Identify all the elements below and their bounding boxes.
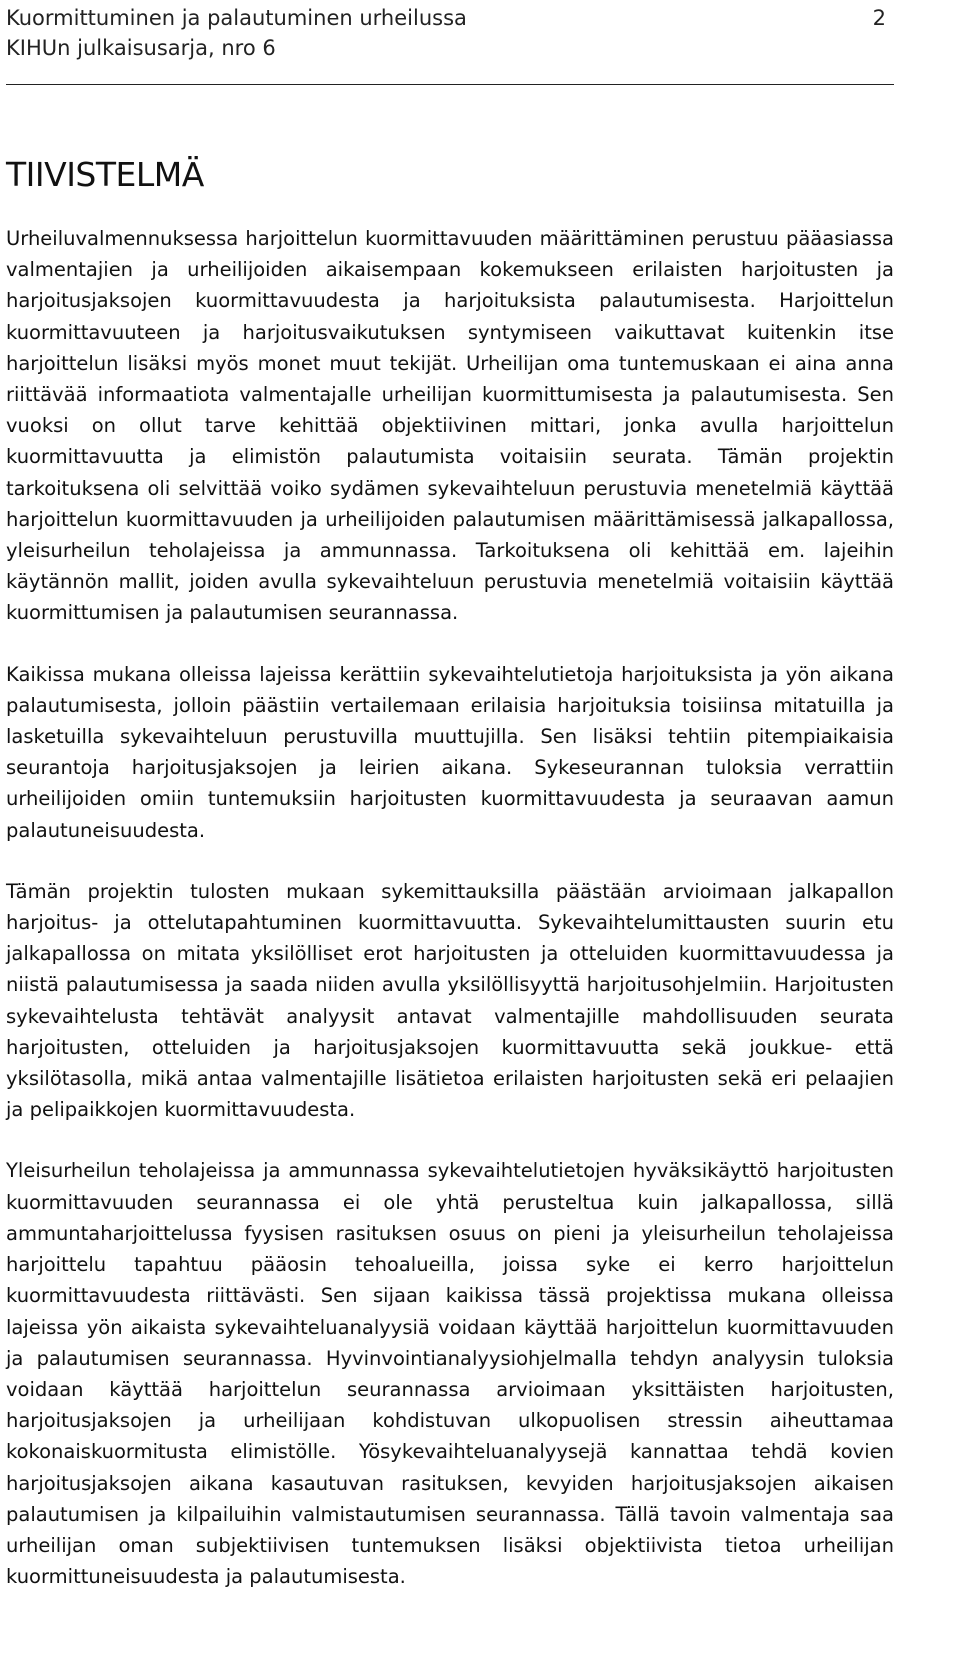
- paragraph-3: Tämän projektin tulosten mukaan sykemittauksilla päästään arvioimaan jalkapallon harjoitus- ja ottelutapahtuminen kuormittavuutta. Sykevaihtelumittausten suurin etu jalkapallossa on mitata yksilölliset erot harjoitusten ja otteluiden kuormittavuudessa ja niistä palautumisessa ja saada niiden avulla yksilöllisyyttä harjoitusohjelmiin. Harjoitusten sykevaihtelusta tehtävät analyysit antavat valmentajille mahdollisuuden seurata harjoitusten, otteluiden ja harjoitusjaksojen kuormittavuutta sekä joukkue- että yksilötasolla, mikä antaa valmentajille lisätietoa erilaisten harjoitusten sekä eri pelaajien ja pelipaikkojen kuormittavuudesta.: [6, 879, 894, 1122]
- publication-title: Kuormittuminen ja palautuminen urheilussa: [6, 6, 467, 30]
- paragraph-4: Yleisurheilun teholajeissa ja ammunnassa sykevaihtelutietojen hyväksikäyttö harjoitusten kuormittavuuden seurannassa ei ole yhtä perusteltua kuin jalkapallossa, sillä ammuntaharjoittelussa fyysisen rasituksen osuus on pieni ja yleisurheilun teholajeissa harjoittelu tapahtuu pääosin tehoalueilla, joissa syke ei kerro harjoittelun kuormittavuudesta riittävästi. Sen sijaan kaikissa tässä projektissa mukana olleissa lajeissa yön aikaista sykevaihteluanalyysiä voidaan käyttää harjoittelun kuormittavuuden ja palautumisen seurannassa. Hyvinvointianalyysiohjelmalla tehdyn analyysin tuloksia voidaan käyttää harjoittelun seurannassa arvioimaan yksittäisten harjoitusten, harjoitusjaksojen ja urheilijaan kohdistuvan ulkopuolisen stressin aiheuttamaa kokonaiskuormitusta elimistölle. Yösykevaihteluanalyysejä kannattaa tehdä kovien harjoitusjaksojen aikana kasautuvan rasituksen, kevyiden harjoitusjaksojen aikaisen palautumisen ja kilpailuihin valmistautumisen seurannassa. Tällä tavoin valmentaja saa urheilijan oman subjektiivisen tuntemuksen lisäksi objektiivista tietoa urheilijan kuormittuneisuudesta ja palautumisesta.: [6, 1159, 894, 1589]
- series-name: KIHUn julkaisusarja, nro 6: [6, 36, 276, 60]
- page-header: [6, 0, 894, 85]
- document-page: [6, 0, 894, 1622]
- page-number: 2: [872, 6, 886, 30]
- paragraph-1: Urheiluvalmennuksessa harjoittelun kuormittavuuden määrittäminen perustuu pääasiassa valmentajien ja urheilijoiden aikaisempaan kokemukseen erilaisten harjoitusten ja harjoitusjaksojen kuormittavuudesta ja harjoituksista palautumisesta. Harjoittelun kuormittavuuteen ja harjoitusvaikutuksen syntymiseen vaikuttavat kuitenkin itse harjoittelun lisäksi myös monet muut tekijät. Urheilijan oma tuntemuskaan ei aina anna riittävää informaatiota valmentajalle urheilijan kuormittumisesta ja palautumisesta. Sen vuoksi on ollut tarve kehittää objektiivinen mittari, jonka avulla harjoittelun kuormittavuutta ja elimistön palautumista voitaisiin seurata. Tämän projektin tarkoituksena oli selvittää voiko sydämen sykevaihteluun perustuvia menetelmiä käyttää harjoittelun kuormittavuuden ja urheilijoiden palautumisen määrittämisessä jalkapallossa, yleisurheilun teholajeissa ja ammunnassa. Tarkoituksena oli kehittää em. lajeihin käytännön mallit, joiden avulla sykevaihteluun perustuvia menetelmiä voitaisiin käyttää kuormittumisen ja palautumisen seurannassa.: [6, 227, 894, 625]
- section-heading: TIIVISTELMÄ: [6, 155, 204, 194]
- paragraph-2: Kaikissa mukana olleissa lajeissa kerättiin sykevaihtelutietoja harjoituksista ja yön aikana palautumisesta, jolloin päästiin vertailemaan erilaisia harjoituksia toisiinsa mitatuilla ja lasketuilla sykevaihteluun perustuvilla muuttujilla. Sen lisäksi tehtiin pitempiaikaisia seurantoja harjoitusjaksojen ja leirien aikana. Sykeseurannan tuloksia verrattiin urheilijoiden omiin tuntemuksiin harjoitusten kuormittavuudesta ja seuraavan aamun palautuneisuudesta.: [6, 662, 894, 842]
- abstract-body: [6, 223, 894, 1592]
